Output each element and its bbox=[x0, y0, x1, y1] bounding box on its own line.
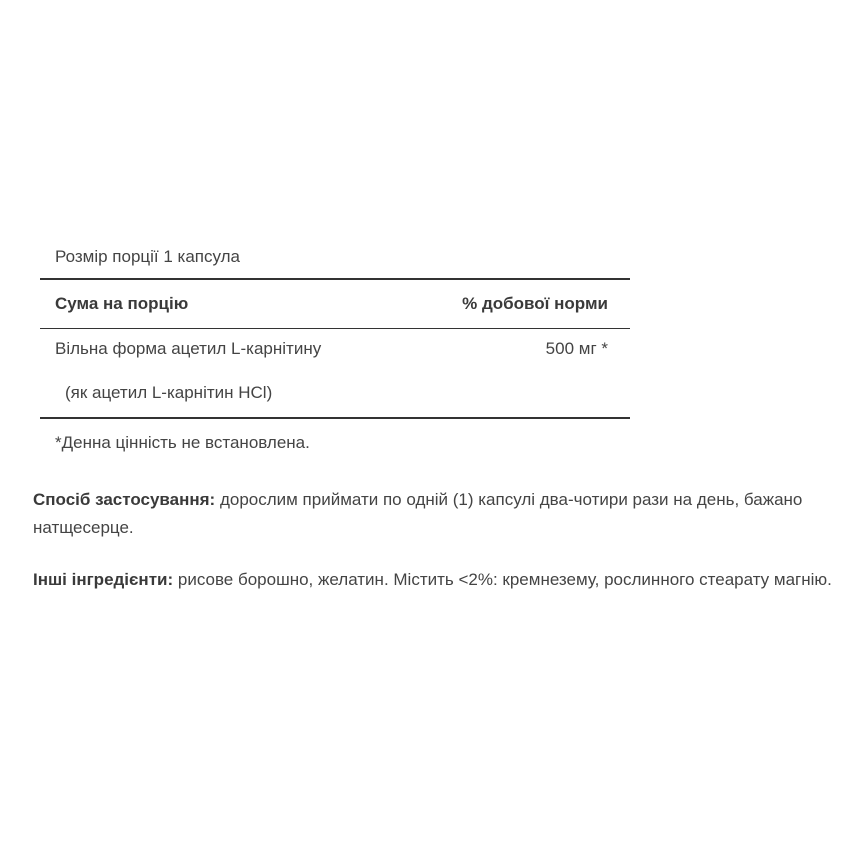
other-ingredients-paragraph bbox=[33, 566, 833, 594]
ingredient-form: (як ацетил L-карнітин HCl) bbox=[65, 383, 273, 402]
serving-size: Розмір порції 1 капсула bbox=[55, 247, 241, 266]
amount-per-serving-header: Сума на порцію bbox=[55, 294, 189, 313]
facts-header-row bbox=[40, 280, 630, 328]
ingredient-name: Вільна форма ацетил L-карнітину bbox=[55, 339, 322, 358]
daily-value-header: % добової норми bbox=[462, 294, 608, 313]
other-ingredients-text: рисове борошно, желатин. Містить <2%: кремнезему, рослинного стеарату магнію. bbox=[173, 570, 832, 589]
ingredient-amount: 500 мг * bbox=[545, 339, 608, 358]
usage-text: дорослим приймати по одній (1) капсулі два-чотири рази на день, бажано натщесерце. bbox=[33, 490, 803, 537]
usage-label: Спосіб застосування: bbox=[33, 490, 216, 509]
ingredient-form-row bbox=[40, 369, 630, 417]
ingredient-row bbox=[40, 329, 630, 369]
usage-paragraph bbox=[33, 486, 833, 542]
supplement-facts-panel bbox=[40, 240, 630, 454]
daily-value-footnote: *Денна цінність не встановлена. bbox=[55, 433, 310, 452]
other-ingredients-label: Інші інгредієнти: bbox=[33, 570, 174, 589]
